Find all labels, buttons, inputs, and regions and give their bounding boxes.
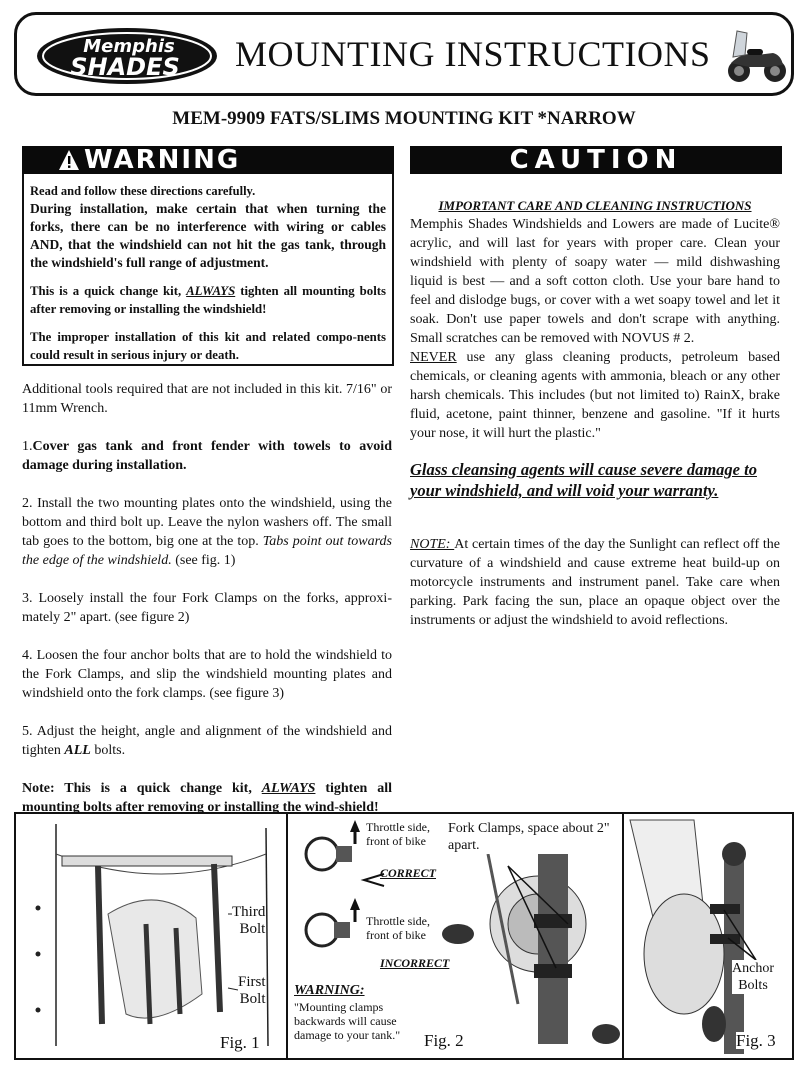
warning-banner-text: WARNING	[84, 145, 241, 175]
glass-warning: Glass cleansing agents will cause severe damage to your windshield, and will void your warranty.	[410, 460, 757, 500]
fig2-fork-clamps-label: Fork Clamps, space about 2" apart.	[448, 820, 616, 854]
figures-frame	[14, 812, 794, 1060]
warning-p0: Read and follow these directions carefully.	[30, 184, 256, 198]
step-1-num: 1.	[22, 439, 33, 454]
kit-title: MEM-9909 FATS/SLIMS MOUNTING KIT *NARROW	[172, 108, 636, 129]
clamp-incorrect-icon	[306, 898, 360, 946]
fig1-caption: Fig. 1	[220, 1033, 260, 1052]
fig2-caption: Fig. 2	[424, 1031, 464, 1050]
note-label: NOTE:	[410, 537, 455, 552]
step-5	[22, 722, 392, 760]
care-title: IMPORTANT CARE AND CLEANING INSTRUCTIONS	[438, 198, 752, 213]
fig2-throttle-label-2: Throttle side, front of bike	[366, 914, 430, 942]
never-body: use any glass cleaning products, petroleum based chemicals, or cleaning agents with ammonia, bleach or any other harsh chemicals. This includes (but not limited to) RainX, brake fluid, acetone, paint thinner, benzene and gasoline. "If it hurts your nose, it will hurt the plastic."	[410, 350, 780, 441]
warning-triangle-icon	[58, 149, 80, 171]
logo-text-bottom: SHADES	[70, 53, 180, 81]
memphis-shades-logo	[33, 25, 221, 87]
header-frame	[14, 12, 794, 96]
figure-1	[16, 814, 288, 1058]
warning-p1: During installation, make certain that when turning the forks, there can be no interference with wiring or cables AND, that the windshield can not hit the gas tank, through the windshield's full range of adjustment.	[30, 201, 386, 270]
step-2-c: (see fig. 1)	[171, 553, 236, 568]
fig1-third-bolt-label: Third Bolt	[232, 904, 266, 937]
fig3-anchor-bolts-label: Anchor Bolts	[732, 961, 774, 993]
warning-banner	[22, 146, 394, 174]
step-2	[22, 494, 392, 570]
warning-p3: The improper installation of this kit and related compo-nents could result in serious injury or death.	[30, 330, 386, 362]
logo-text-top: Memphis	[83, 36, 175, 57]
final-note-c: tighten all mounting bolts after removing or installing the wind-shield!	[22, 781, 393, 815]
motorcycle-icon	[723, 23, 789, 89]
warning-p2-a: This is a quick change kit,	[30, 284, 187, 298]
fig3-caption: Fig. 3	[736, 1031, 776, 1050]
note-body: At certain times of the day the Sunlight can reflect off the curvature of a windshield and cause extreme heat build-up on motorcycle instruments and instrument panel. Take care when parking. Park facing the sun, place an opaque object over the instruments or adjust the windshield to avoid reflections.	[410, 537, 780, 628]
caution-banner: CAUTION	[410, 146, 782, 174]
page-title: MOUNTING INSTRUCTIONS	[235, 34, 711, 74]
step-2-a: 2. Install the two mounting plates onto the windshield, using the bottom and third bolt up. Leave the nylon washers off. The small tab goes to the bottom, big one at the top.	[22, 496, 392, 549]
step-5-all: ALL	[64, 743, 91, 758]
care-text: Memphis Shades Windshields and Lowers are made of Lucite® acrylic, and will last for years with proper care. Clean your windshield with plenty of soapy water — mild dishwashing liquid is best — and a soft cotton cloth. Use your bare hand to feel and dislodge bugs, or cover with a wet soapy towel and let it soak. Don't use paper towels and don't scrape with anything. Small scratches can be removed with NOVUS # 2.	[410, 217, 780, 346]
step-4: 4. Loosen the four anchor bolts that are to hold the windshield to the Fork Clamps, and slip the windshield mounting plates and windshield onto the fork clamps. (see figure 3)	[22, 648, 392, 701]
step-3: 3. Loosely install the four Fork Clamps on the forks, approxi-mately 2" apart. (see figure 2)	[22, 591, 392, 625]
warning-p2-c: tighten all mounting bolts after removing or installing the windshield!	[30, 284, 386, 316]
care-column	[410, 196, 780, 630]
tools-text: Additional tools required that are not included in this kit. 7/16" or 11mm Wrench.	[22, 382, 392, 416]
instructions-column	[22, 380, 392, 836]
step-1-text: Cover gas tank and front fender with towels to avoid damage during installation.	[22, 439, 392, 473]
fig2-warning-text: "Mounting clamps backwards will cause damage to your tank."	[294, 1000, 401, 1042]
fig2-incorrect-label: INCORRECT	[380, 956, 450, 970]
step-2-b: Tabs point out towards the edge of the windshield.	[22, 534, 392, 568]
never-word: NEVER	[410, 350, 457, 365]
figure-3	[624, 814, 792, 1058]
figure-2	[288, 814, 624, 1058]
warning-box	[22, 174, 394, 366]
warning-p2	[30, 282, 386, 318]
fig2-correct-label: CORRECT	[380, 866, 437, 880]
clamp-correct-icon	[306, 820, 360, 870]
never-text	[410, 348, 780, 443]
final-note-always: ALWAYS	[261, 781, 316, 796]
step-1	[22, 437, 392, 475]
sunlight-note	[410, 535, 780, 630]
fig2-throttle-label-1: Throttle side, front of bike	[366, 820, 430, 848]
anchor-bolts-drawing	[624, 814, 792, 1058]
fig2-warning-title: WARNING:	[294, 983, 365, 998]
step-5-c: bolts.	[90, 743, 126, 758]
step-5-a: 5. Adjust the height, angle and alignment of the windshield and tighten	[22, 724, 392, 758]
final-note-a: Note: This is a quick change kit,	[22, 781, 262, 796]
fig1-first-bolt-label: First Bolt	[238, 974, 266, 1007]
warning-p2-always: ALWAYS	[186, 284, 236, 298]
